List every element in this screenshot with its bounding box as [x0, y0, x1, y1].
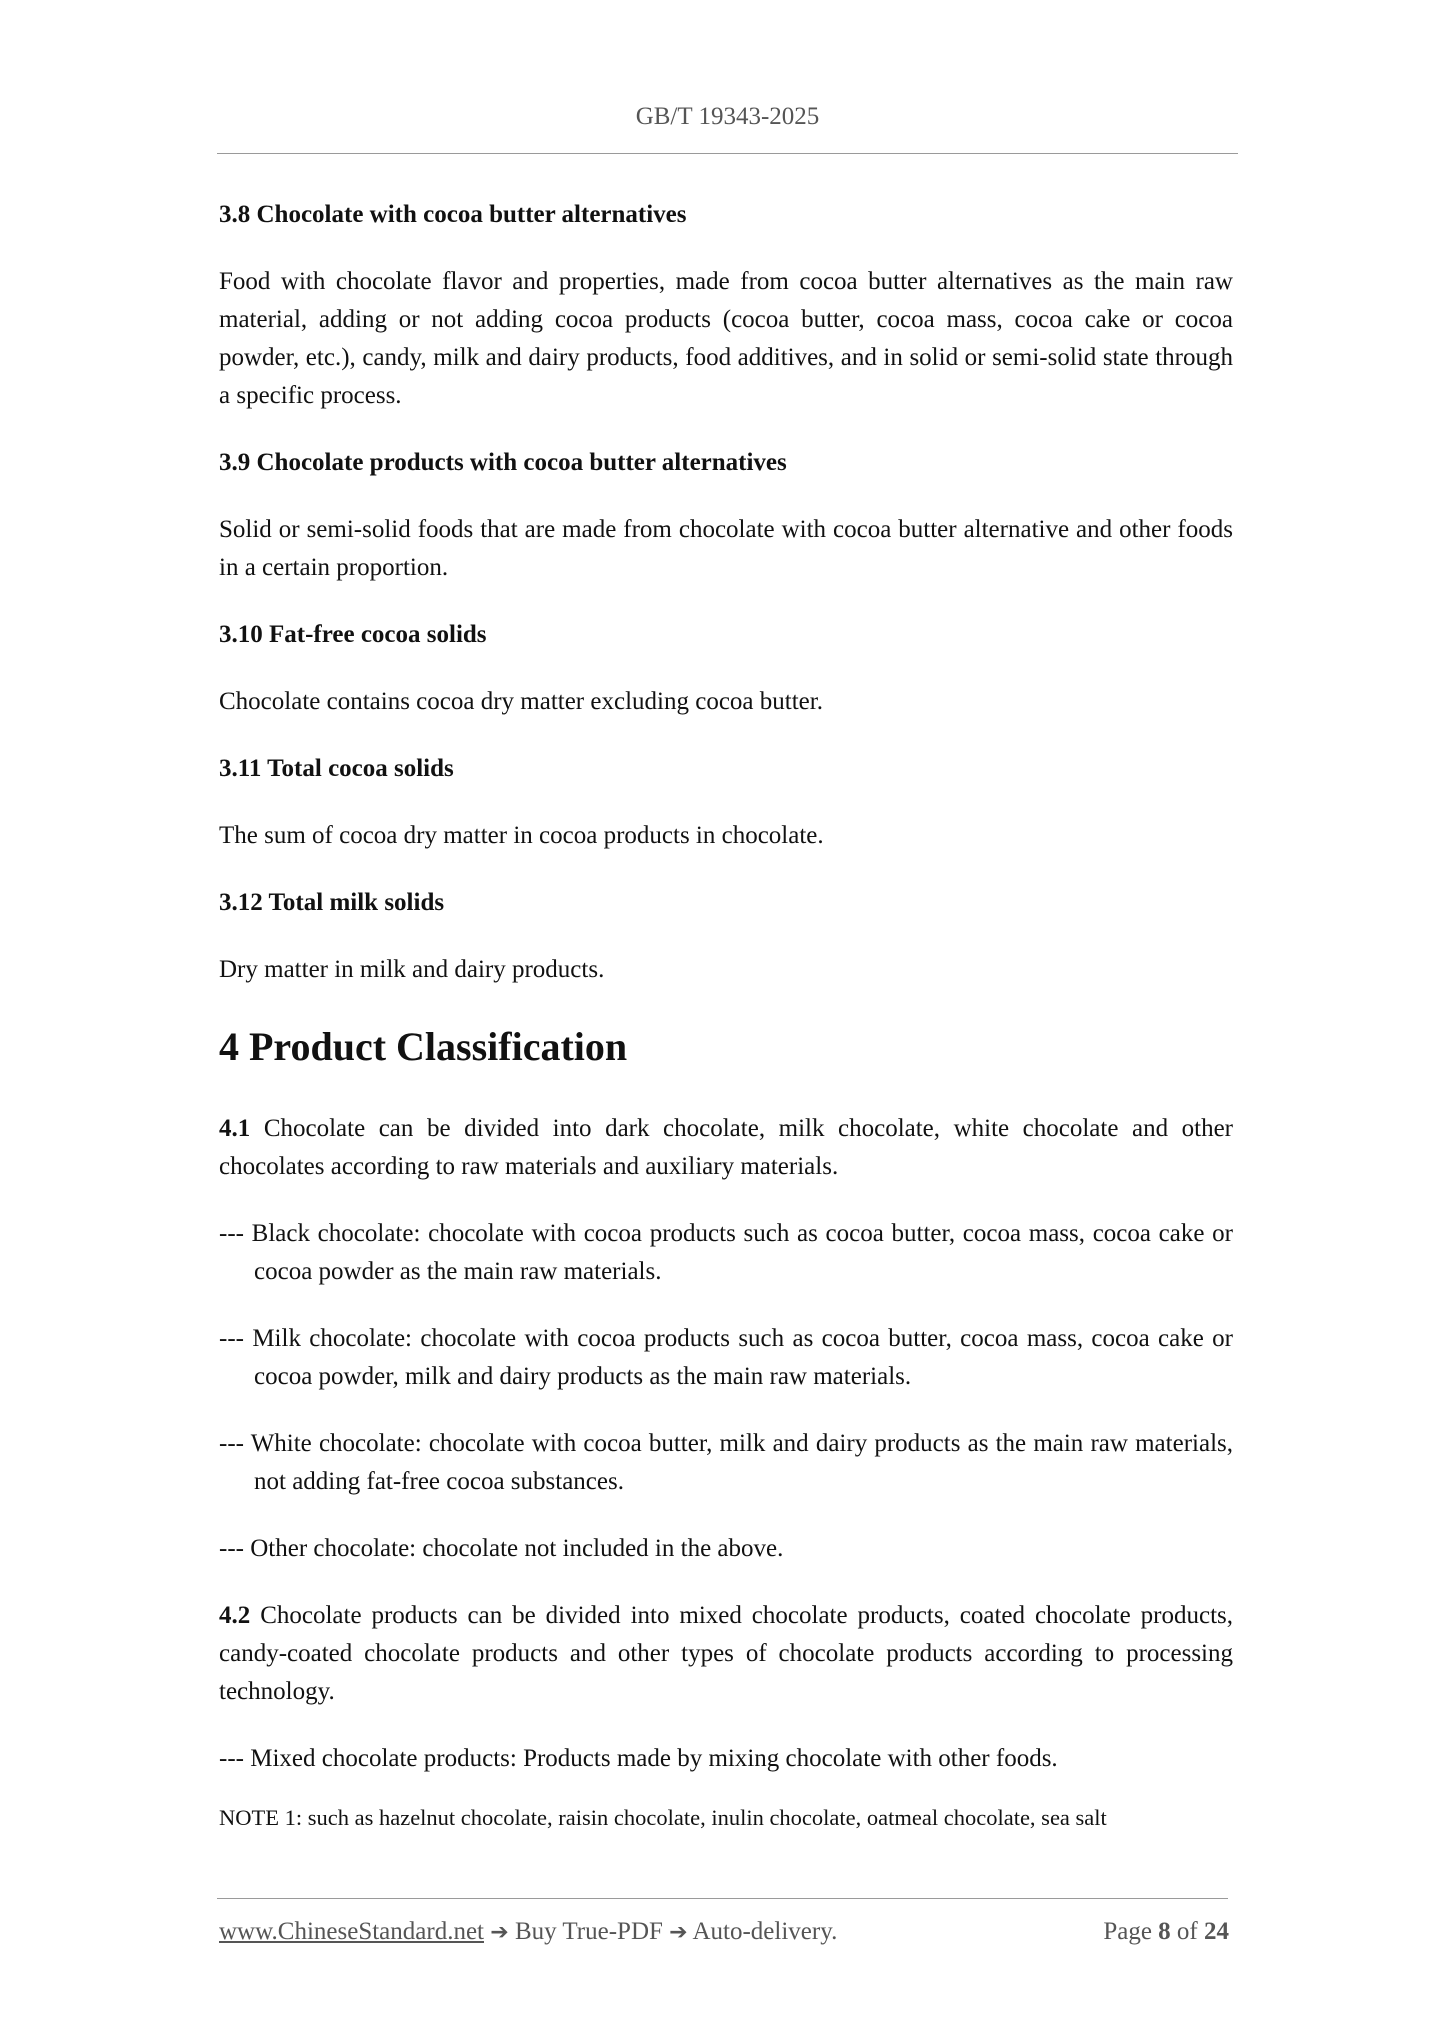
total-pages: 24: [1204, 1918, 1229, 1945]
page-content: [219, 196, 1233, 1835]
page-footer: [219, 1918, 1229, 1946]
page-number: Page 8 of 24: [1103, 1918, 1229, 1945]
section-body-3-8: Food with chocolate flavor and properties, made from cocoa butter alternatives as the main raw material, adding or not adding cocoa products (cocoa butter, cocoa mass, cocoa cake or cocoa powder, etc.), candy, milk and dairy products, food additives, and in solid or semi-solid state through a specific process.: [219, 268, 1233, 409]
section-body-3-11: The sum of cocoa dry matter in cocoa products in chocolate.: [219, 822, 824, 849]
list-item: --- Other chocolate: chocolate not included in the above.: [219, 1535, 784, 1562]
clause-4-1: [219, 1110, 1233, 1186]
list-item: --- Black chocolate: chocolate with cocoa products such as cocoa butter, cocoa mass, cocoa cake or cocoa powder as the main raw materials.: [219, 1220, 1233, 1285]
section-title-3-10: 3.10 Fat-free cocoa solids: [219, 621, 487, 648]
clause-4-2: [219, 1597, 1233, 1711]
note-1: NOTE 1: such as hazelnut chocolate, raisin chocolate, inulin chocolate, oatmeal chocolate, sea salt: [219, 1805, 1107, 1830]
section-title-3-8: 3.8 Chocolate with cocoa butter alternatives: [219, 201, 687, 228]
arrow-right-icon: ➔: [490, 1920, 509, 1945]
section-body-3-12: Dry matter in milk and dairy products.: [219, 956, 605, 983]
list-item: --- White chocolate: chocolate with cocoa butter, milk and dairy products as the main raw materials, not adding fat-free cocoa substances.: [219, 1430, 1233, 1495]
clause-number: 4.1: [219, 1115, 251, 1142]
chapter-heading-4: 4 Product Classification: [219, 1024, 628, 1069]
section-title-3-9: 3.9 Chocolate products with cocoa butter alternatives: [219, 449, 787, 476]
auto-delivery-text: Auto-delivery.: [692, 1918, 838, 1945]
clause-text: Chocolate products can be divided into mixed chocolate products, coated chocolate products, candy-coated chocolate products and other types of chocolate products according to processing technology.: [219, 1602, 1234, 1705]
buy-true-pdf-text: Buy True-PDF: [514, 1918, 663, 1945]
site-link[interactable]: www.ChineseStandard.net: [219, 1918, 484, 1945]
section-title-3-11: 3.11 Total cocoa solids: [219, 755, 454, 782]
arrow-right-icon: ➔: [669, 1920, 688, 1945]
list-item: --- Milk chocolate: chocolate with cocoa products such as cocoa butter, cocoa mass, cocoa cake or cocoa powder, milk and dairy products as the main raw materials.: [219, 1325, 1233, 1390]
footer-divider: [217, 1898, 1228, 1899]
section-body-3-9: Solid or semi-solid foods that are made from chocolate with cocoa butter alternative and other foods in a certain proportion.: [219, 516, 1233, 581]
footer-promo: [219, 1918, 837, 1946]
page-header: GB/T 19343-2025: [635, 103, 820, 130]
section-body-3-10: Chocolate contains cocoa dry matter excluding cocoa butter.: [219, 688, 823, 715]
header-divider: [217, 153, 1238, 154]
clause-number: 4.2: [219, 1602, 251, 1629]
section-title-3-12: 3.12 Total milk solids: [219, 889, 445, 916]
current-page: 8: [1158, 1918, 1171, 1945]
clause-text: Chocolate can be divided into dark chocolate, milk chocolate, white chocolate and other chocolates according to raw materials and auxiliary materials.: [219, 1115, 1234, 1180]
list-item: --- Mixed chocolate products: Products made by mixing chocolate with other foods.: [219, 1745, 1058, 1772]
